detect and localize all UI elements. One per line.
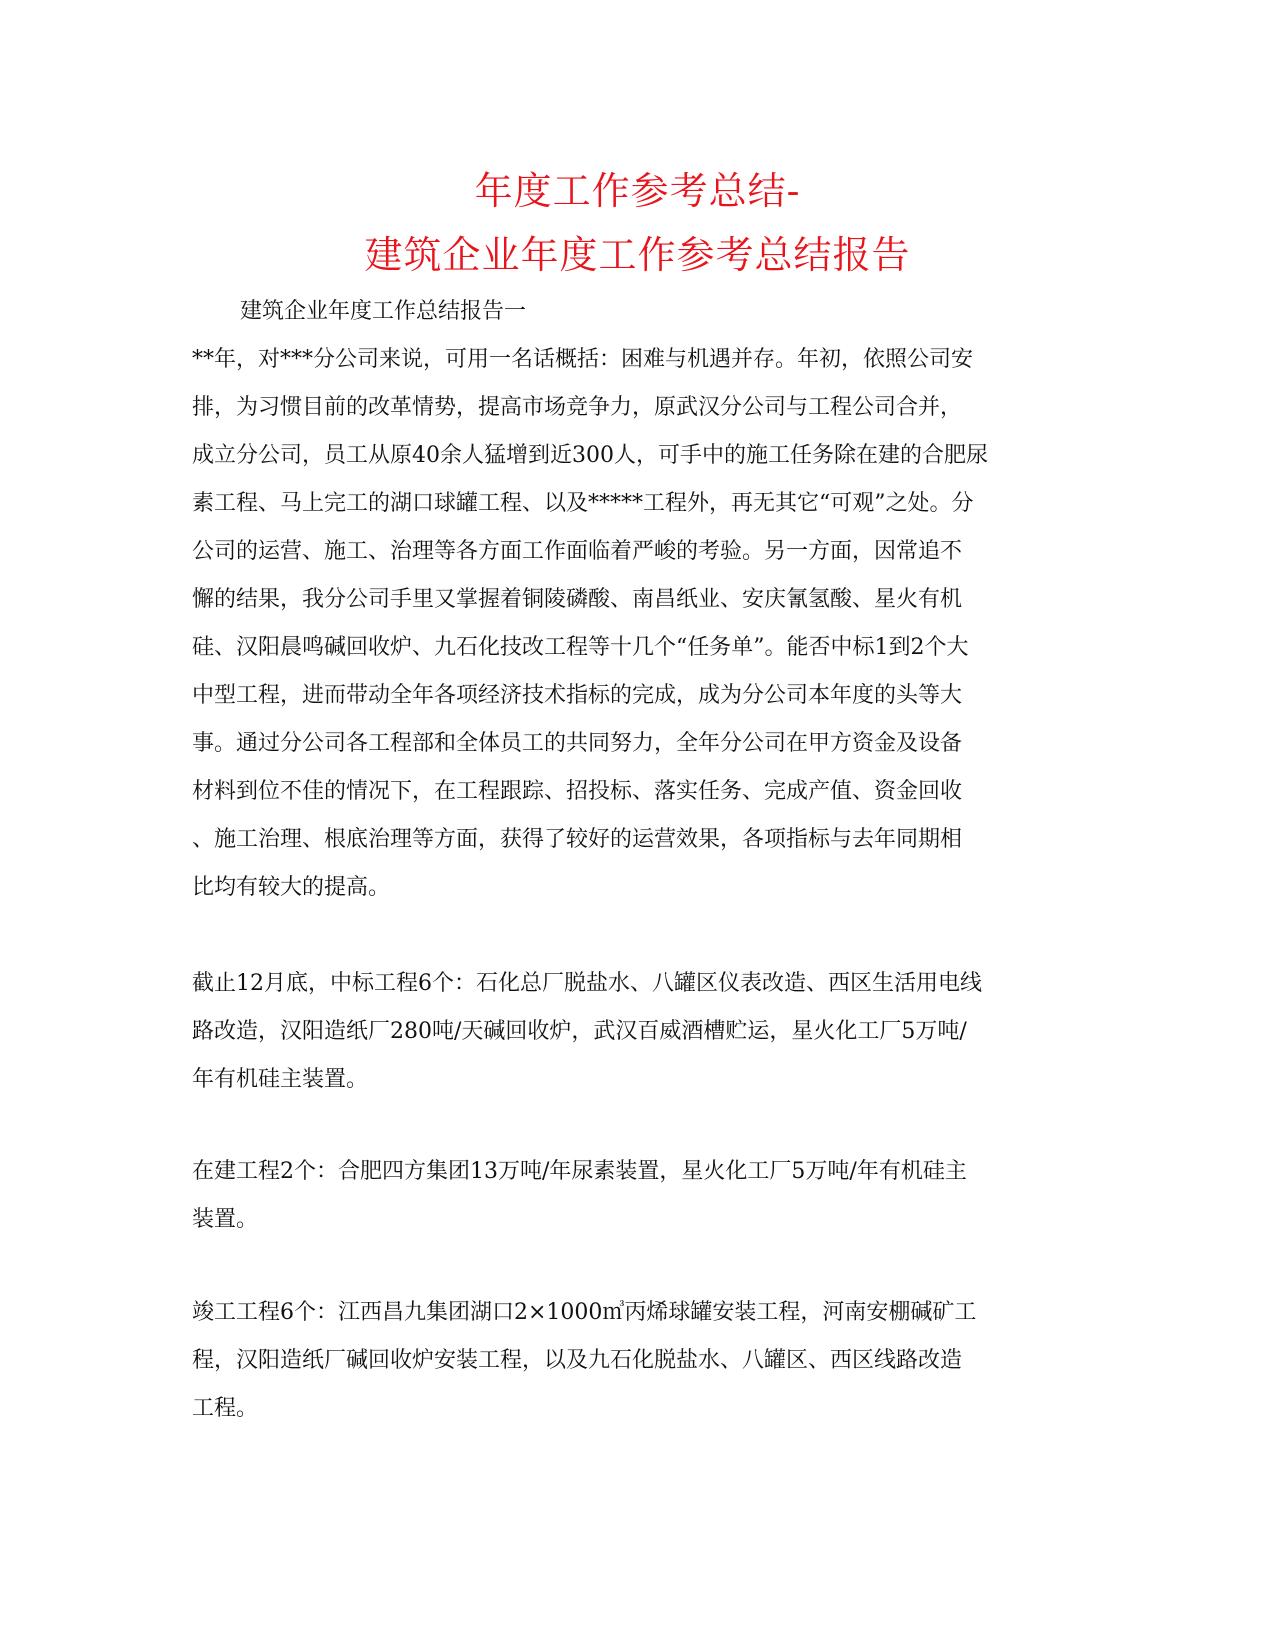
paragraph-line: 截止12月底，中标工程6个：石化总厂脱盐水、八罐区仪表改造、西区生活用电线 (192, 971, 982, 996)
document-title-line-2: 建筑企业年度工作参考总结报告 (364, 233, 911, 277)
paragraph-line: 素工程、马上完工的湖口球罐工程、以及*****工程外，再无其它“可观”之处。分 (192, 491, 974, 516)
document-title-line-1: 年度工作参考总结- (474, 169, 801, 213)
report-subheading: 建筑企业年度工作总结报告一 (240, 299, 527, 324)
paragraph-completed-projects (192, 1289, 1092, 1433)
paragraph-line: 程，汉阳造纸厂碱回收炉安装工程，以及九石化脱盐水、八罐区、西区线路改造 (192, 1348, 963, 1373)
paragraph-line: 竣工工程6个：江西昌九集团湖口2×1000㎥丙烯球罐安装工程，河南安棚碱矿工 (192, 1300, 977, 1325)
paragraph-line: 年有机硅主装置。 (192, 1067, 369, 1092)
paragraph-line: 在建工程2个：合肥四方集团13万吨/年尿素装置，星火化工厂5万吨/年有机硅主 (192, 1159, 967, 1184)
paragraph-line: 懈的结果，我分公司手里又掌握着铜陵磷酸、南昌纸业、安庆氰氢酸、星火有机 (192, 587, 963, 612)
paragraph-line: 成立分公司，员工从原40余人猛增到近300人，可手中的施工任务除在建的合肥尿 (192, 443, 988, 468)
paragraph-overview (192, 336, 1092, 912)
paragraph-line: 比均有较大的提高。 (192, 875, 391, 900)
paragraph-projects-under-construction (192, 1148, 1092, 1244)
paragraph-line: 材料到位不佳的情况下，在工程跟踪、招投标、落实任务、完成产值、资金回收 (192, 779, 963, 804)
paragraph-line: 装置。 (192, 1207, 259, 1232)
paragraph-line: 中型工程，进而带动全年各项经济技术指标的完成，成为分公司本年度的头等大 (192, 683, 963, 708)
paragraph-line: 硅、汉阳晨鸣碱回收炉、九石化技改工程等十几个“任务单”。能否中标1到2个大 (192, 635, 969, 660)
paragraph-line: 公司的运营、施工、治理等各方面工作面临着严峻的考验。另一方面，因常追不 (192, 539, 963, 564)
paragraph-line: 事。通过分公司各工程部和全体员工的共同努力，全年分公司在甲方资金及设备 (192, 731, 963, 756)
paragraph-line: 工程。 (192, 1396, 259, 1421)
paragraph-line: 路改造，汉阳造纸厂280吨/天碱回收炉，武汉百威酒槽贮运，星火化工厂5万吨/ (192, 1019, 967, 1044)
paragraph-line: 、施工治理、根底治理等方面，获得了较好的运营效果，各项指标与去年同期相 (192, 827, 963, 852)
paragraph-line: 排，为习惯目前的改革情势，提高市场竞争力，原武汉分公司与工程公司合并， (192, 395, 963, 420)
paragraph-line: **年，对***分公司来说，可用一名话概括：困难与机遇并存。年初，依照公司安 (192, 347, 974, 372)
paragraph-awarded-projects (192, 960, 1092, 1104)
